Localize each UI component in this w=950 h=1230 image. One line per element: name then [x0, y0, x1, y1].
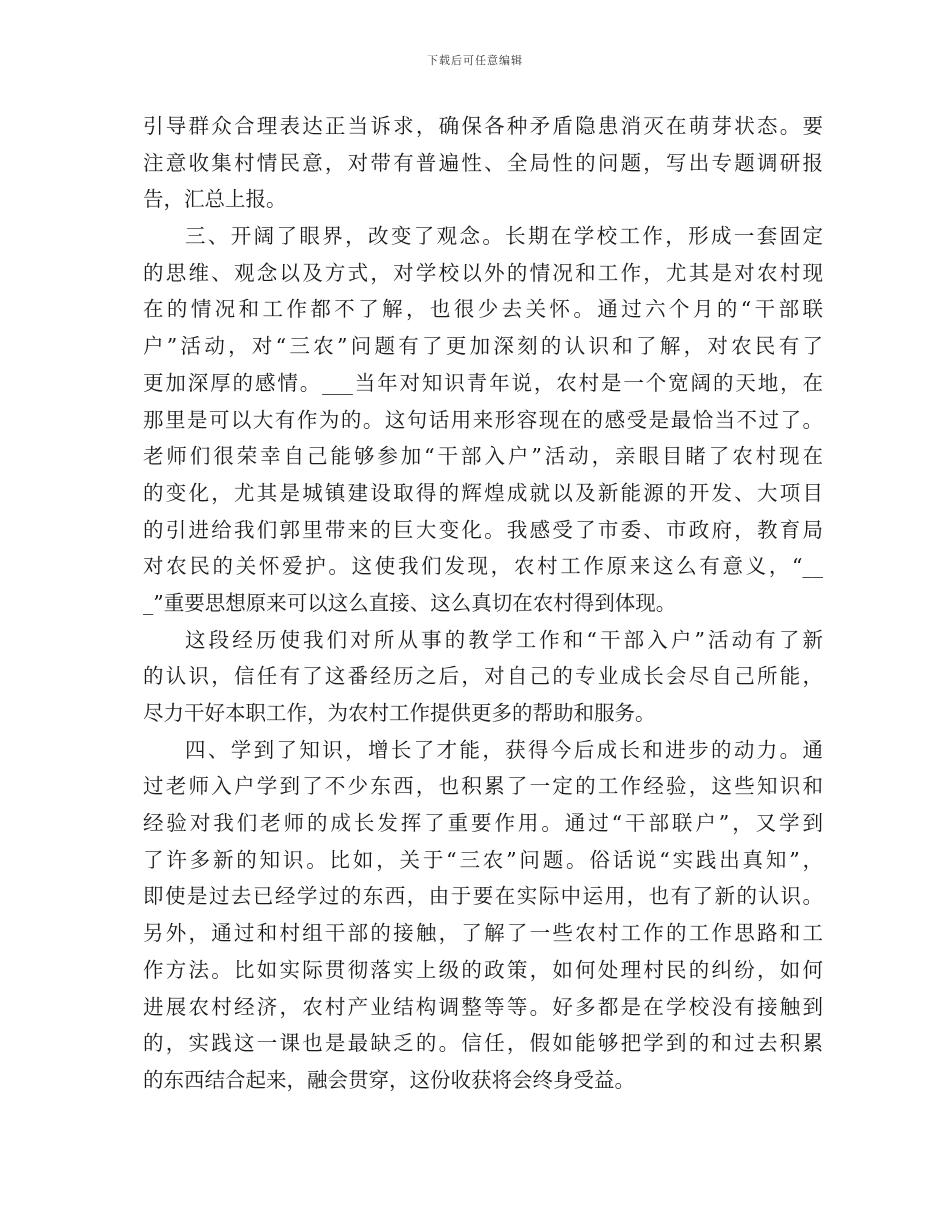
text-line: 更加深厚的感情。___当年对知识青年说，农村是一个宽阔的天地，在: [143, 370, 823, 395]
text-line: 进展农村经济，农村产业结构调整等等。好多都是在学校没有接触到: [143, 994, 823, 1019]
page-header: 下载后可任意编辑: [427, 54, 523, 67]
text-line: 的思维、观念以及方式，对学校以外的情况和工作，尤其是对农村现: [143, 260, 823, 285]
text-line: 的东西结合起来，融会贯穿，这份收获将会终身受益。: [143, 1067, 635, 1092]
text-line: 那里是可以大有作为的。这句话用来形容现在的感受是最恰当不过了。: [143, 407, 823, 432]
text-line: _”重要思想原来可以这么直接、这么真切在农村得到体现。: [143, 590, 677, 615]
text-line: 了许多新的知识。比如，关于“三农”问题。俗话说“实践出真知”，: [143, 847, 823, 872]
text-line: 在的情况和工作都不了解，也很少去关怀。通过六个月的“干部联: [143, 297, 823, 322]
text-line: 引导群众合理表达正当诉求，确保各种矛盾隐患消灭在萌芽状态。要: [143, 114, 823, 138]
document-body: [143, 108, 823, 1099]
text-line: 过老师入户学到了不少东西，也积累了一定的工作经验，这些知识和: [143, 774, 823, 799]
text-line: 告，汇总上报。: [143, 187, 287, 212]
text-line: 老师们很荣幸自己能够参加“干部入户”活动，亲眼目睹了农村现在: [143, 444, 823, 469]
text-line: 的认识，信任有了这番经历之后，对自己的专业成长会尽自己所能，: [143, 664, 823, 689]
text-line: 的变化，尤其是城镇建设取得的辉煌成就以及新能源的开发、大项目: [143, 480, 823, 505]
text-line: 的，实践这一课也是最缺乏的。信任，假如能够把学到的和过去积累: [143, 1031, 823, 1056]
text-line: 经验对我们老师的成长发挥了重要作用。通过“干部联户”，又学到: [143, 811, 823, 836]
text-line: 这段经历使我们对所从事的教学工作和“干部入户”活动有了新: [185, 627, 823, 652]
text-line: 即使是过去已经学过的东西，由于要在实际中运用，也有了新的认识。: [143, 884, 823, 909]
text-line: 对农民的关怀爱护。这使我们发现，农村工作原来这么有意义，“__: [143, 554, 823, 579]
text-line: 三、开阔了眼界，改变了观念。长期在学校工作，形成一套固定: [185, 224, 823, 249]
text-line: 注意收集村情民意，对带有普遍性、全局性的问题，写出专题调研报: [143, 150, 823, 175]
text-line: 另外，通过和村组干部的接触，了解了一些农村工作的工作思路和工: [143, 921, 823, 946]
text-line: 的引进给我们郭里带来的巨大变化。我感受了市委、市政府，教育局: [143, 517, 823, 542]
text-line: 尽力干好本职工作，为农村工作提供更多的帮助和服务。: [143, 701, 656, 725]
text-line: 作方法。比如实际贯彻落实上级的政策，如何处理村民的纠纷，如何: [143, 957, 823, 982]
text-line: 户”活动，对“三农”问题有了更加深刻的认识和了解，对农民有了: [143, 334, 823, 359]
text-line: 四、学到了知识，增长了才能，获得今后成长和进步的动力。通: [185, 737, 823, 762]
